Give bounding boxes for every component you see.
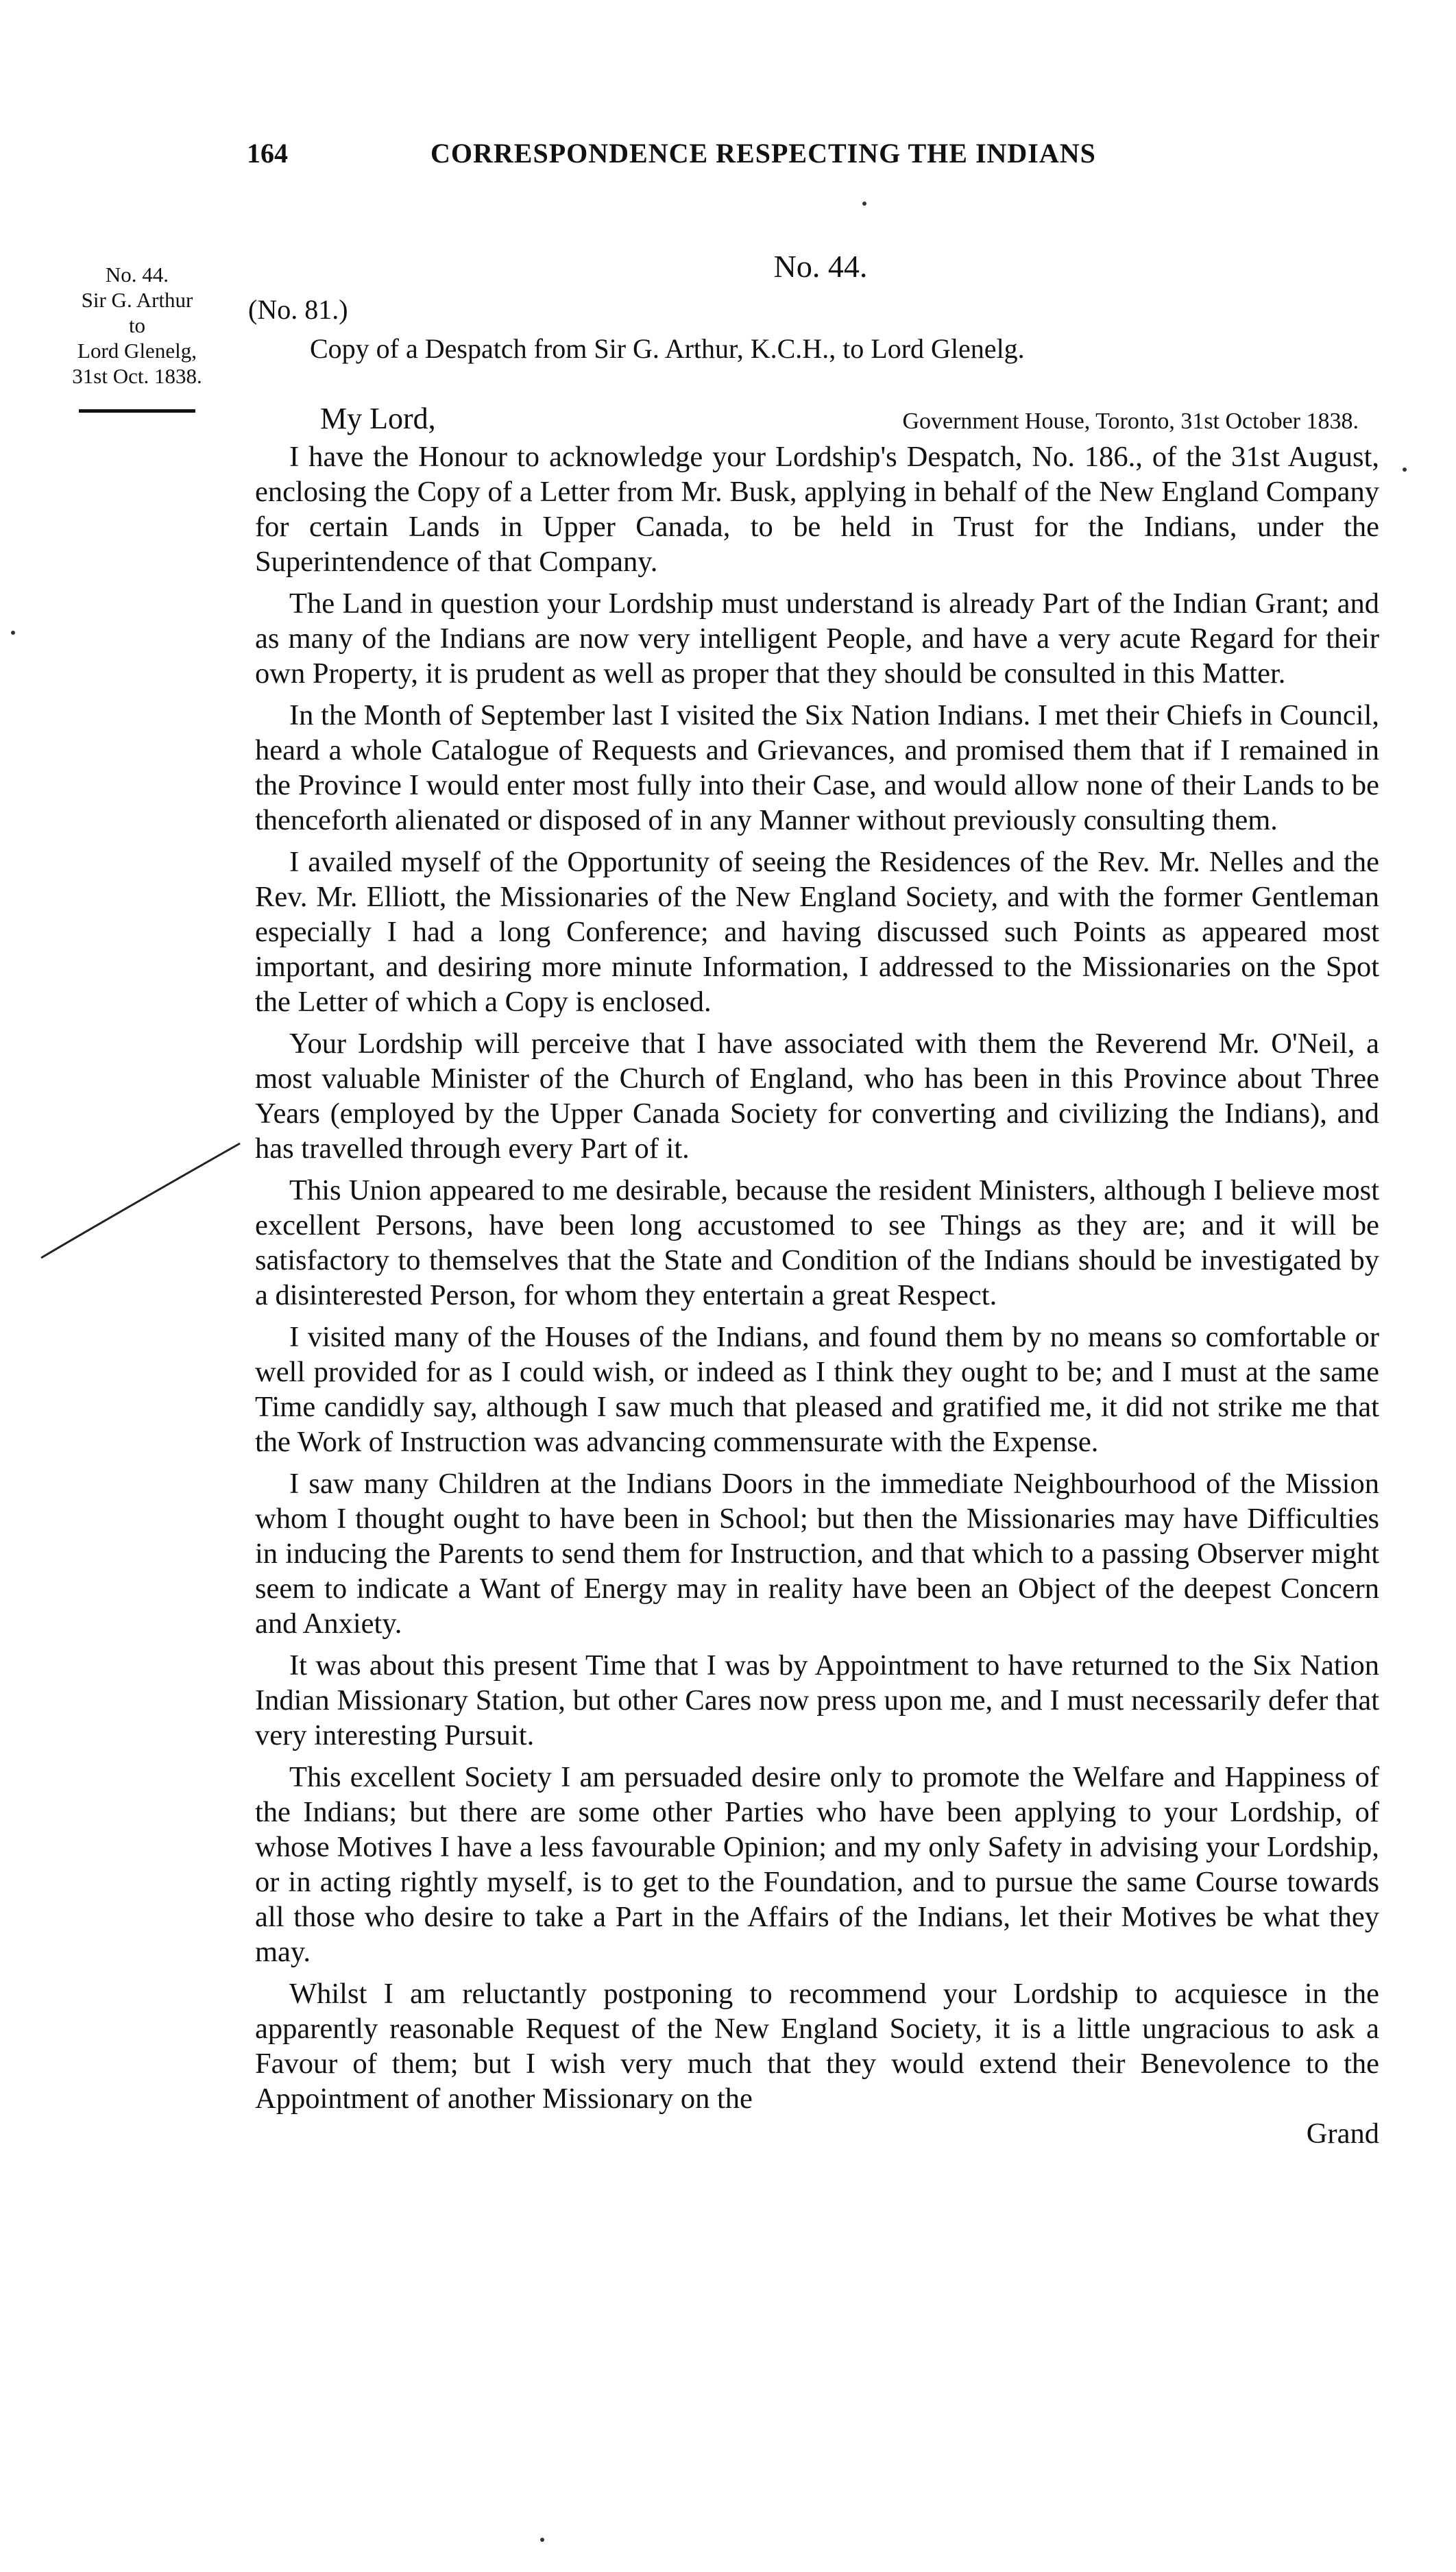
paragraph: Your Lordship will perceive that I have associated with them the Reverend Mr. O'Neil, a most valuable Minister of the Church of England, who has been in this Province about Three Years (employed by the Upper Canada Society for converting and civilizing the Indians), and has travelled through every Part of it. xyxy=(255,1028,1379,1165)
paragraph: In the Month of September last I visited the Six Nation Indians. I met their Chiefs in Council, heard a whole Catalogue of Requests and Grievances, and promised them that if I remained in the Province I would enter most fully into their Case, and would allow none of their Lands to be thenceforth alienated or disposed of in any Manner without previously consulting them. xyxy=(255,699,1379,836)
salutation: My Lord, xyxy=(320,402,436,435)
stray-mark xyxy=(540,2538,544,2542)
page-number: 164 xyxy=(247,138,288,169)
paragraph: This excellent Society I am persuaded desire only to promote the Welfare and Happiness of the Indians; but there are some other Parties who have been applying to your Lordship, of whose Motives I have a less favourable Opinion; and my only Safety in advising your Lordship, or in acting rightly myself, is to get to the Foundation, and to pursue the same Course towards all those who desire to take a Part in the Affairs of the Indians, let their Motives be what they may. xyxy=(255,1761,1379,1968)
pencil-annotation-mark xyxy=(34,1131,254,1268)
running-head xyxy=(247,137,1378,178)
margin-note-line: Lord Glenelg, xyxy=(77,339,197,363)
paragraph: I have the Honour to acknowledge your Lordship's Despatch, No. 186., of the 31st August, enclosing the Copy of a Letter from Mr. Busk, applying in behalf of the New England Company for certain Lands in Upper Canada, to be held in Trust for the Indians, under the Superintendence of that Company. xyxy=(255,441,1379,578)
salutation-row xyxy=(255,401,1379,439)
letter-body xyxy=(255,401,1379,2151)
document-title: Copy of a Despatch from Sir G. Arthur, K.C.H., to Lord Glenelg. xyxy=(310,333,1025,364)
stray-mark xyxy=(862,202,866,206)
stray-mark xyxy=(1403,468,1407,472)
reference-number: (No. 81.) xyxy=(248,294,348,325)
paragraph: I availed myself of the Opportunity of seeing the Residences of the Rev. Mr. Nelles and the Rev. Mr. Elliott, the Missionaries of the New England Society, and with the former Gentleman especially I had a long Conference; and having discussed such Points as appeared most important, and desiring more minute Information, I addressed to the Missionaries on the Spot the Letter of which a Copy is enclosed. xyxy=(255,846,1379,1018)
margin-note-rule xyxy=(79,409,195,413)
paragraph: I visited many of the Houses of the Indians, and found them by no means so comfortable or well provided for as I could wish, or indeed as I think they ought to be; and I must at the same Time candidly say, although I saw much that pleased and gratified me, it did not strike me that the Work of Instruction was advancing commensurate with the Expense. xyxy=(255,1321,1379,1458)
stray-mark xyxy=(11,631,15,635)
margin-note-line: to xyxy=(128,313,146,337)
catchword: Grand xyxy=(1306,2118,1379,2150)
paragraph: I saw many Children at the Indians Doors in the immediate Neighbourhood of the Mission whom I thought ought to have been in School; but then the Missionaries may have Difficulties in inducing the Parents to send them for Instruction, and that which to a passing Observer might seem to indicate a Want of Energy may in reality have been an Object of the deepest Concern and Anxiety. xyxy=(255,1468,1379,1640)
paragraph: This Union appeared to me desirable, because the resident Ministers, although I believe most excellent Persons, have been long accustomed to see Things as they are; and it will be satisfactory to themselves that the State and Condition of the Indians should be investigated by a disinterested Person, for whom they entertain a great Respect. xyxy=(255,1174,1379,1311)
paragraph: The Land in question your Lordship must understand is already Part of the Indian Grant; and as many of the Indians are now very intelligent People, and have a very acute Regard for their own Property, it is prudent as well as proper that they should be consulted in this Matter. xyxy=(255,587,1379,690)
margin-note-line: Sir G. Arthur xyxy=(81,288,193,312)
running-title: CORRESPONDENCE RESPECTING THE INDIANS xyxy=(430,138,1096,169)
paragraph: Whilst I am reluctantly postponing to recommend your Lordship to acquiesce in the apparently reasonable Request of the New England Society, it is a little ungracious to ask a Favour of them; but I wish very much that they would extend their Benevolence to the Appointment of another Missionary on the xyxy=(255,1978,1379,2115)
paragraph: It was about this present Time that I was by Appointment to have returned to the Six Nation Indian Missionary Station, but other Cares now press upon me, and I must necessarily defer that very interesting Pursuit. xyxy=(255,1649,1379,1751)
margin-note-line: No. 44. xyxy=(105,263,169,287)
margin-note-line: 31st Oct. 1838. xyxy=(72,364,202,388)
document-number: No. 44. xyxy=(773,249,868,284)
dateline: Government House, Toronto, 31st October 1838. xyxy=(902,409,1359,434)
margin-note xyxy=(27,262,247,413)
